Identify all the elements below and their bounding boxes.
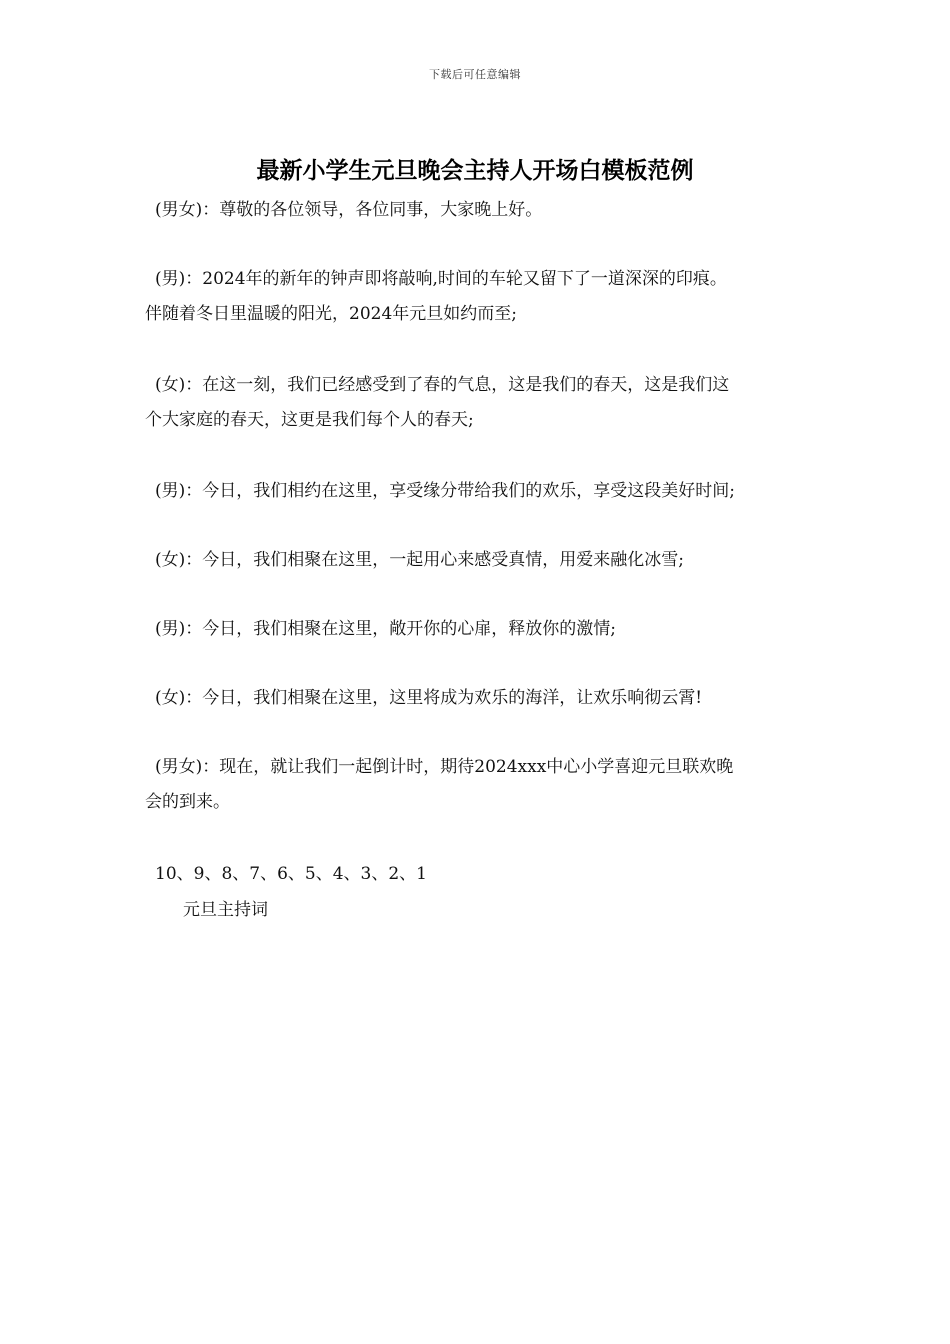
paragraph — [145, 262, 825, 332]
paragraph-line: (女)：今日，我们相聚在这里，这里将成为欢乐的海洋，让欢乐响彻云霄! — [155, 688, 703, 708]
document-title: 最新小学生元旦晚会主持人开场白模板范例 — [256, 157, 694, 184]
paragraph — [145, 193, 825, 228]
paragraph-line: (男)：今日，我们相聚在这里，敞开你的心扉，释放你的激情; — [155, 619, 616, 639]
paragraph — [145, 612, 825, 647]
paragraph-line: (女)：今日，我们相聚在这里，一起用心来感受真情，用爱来融化冰雪; — [155, 550, 684, 570]
paragraph — [145, 681, 825, 716]
paragraph-line: (男女)：现在，就让我们一起倒计时，期待2024xxx中心小学喜迎元旦联欢晚 — [155, 757, 734, 777]
paragraph-line: (男)：2024年的新年的钟声即将敲响,时间的车轮又留下了一道深深的印痕。 — [155, 269, 727, 289]
paragraph — [145, 750, 825, 820]
paragraph — [145, 474, 825, 509]
paragraph — [145, 368, 825, 438]
paragraph-line: (男女)：尊敬的各位领导，各位同事，大家晚上好。 — [155, 200, 543, 220]
paragraph — [145, 543, 825, 578]
paragraph-line: 会的到来。 — [145, 792, 230, 812]
paragraph-line: (男)：今日，我们相约在这里，享受缘分带给我们的欢乐，享受这段美好时间; — [155, 481, 735, 501]
paragraph-line: 个大家庭的春天，这更是我们每个人的春天; — [145, 410, 474, 430]
header-note: 下载后可任意编辑 — [429, 68, 521, 81]
paragraph-line: 伴随着冬日里温暖的阳光，2024年元旦如约而至; — [145, 304, 517, 324]
subtitle-text: 元旦主持词 — [183, 900, 268, 920]
paragraph-line: (女)：在这一刻，我们已经感受到了春的气息，这是我们的春天，这是我们这 — [155, 375, 730, 395]
countdown-text: 10、9、8、7、6、5、4、3、2、1 — [155, 864, 427, 884]
